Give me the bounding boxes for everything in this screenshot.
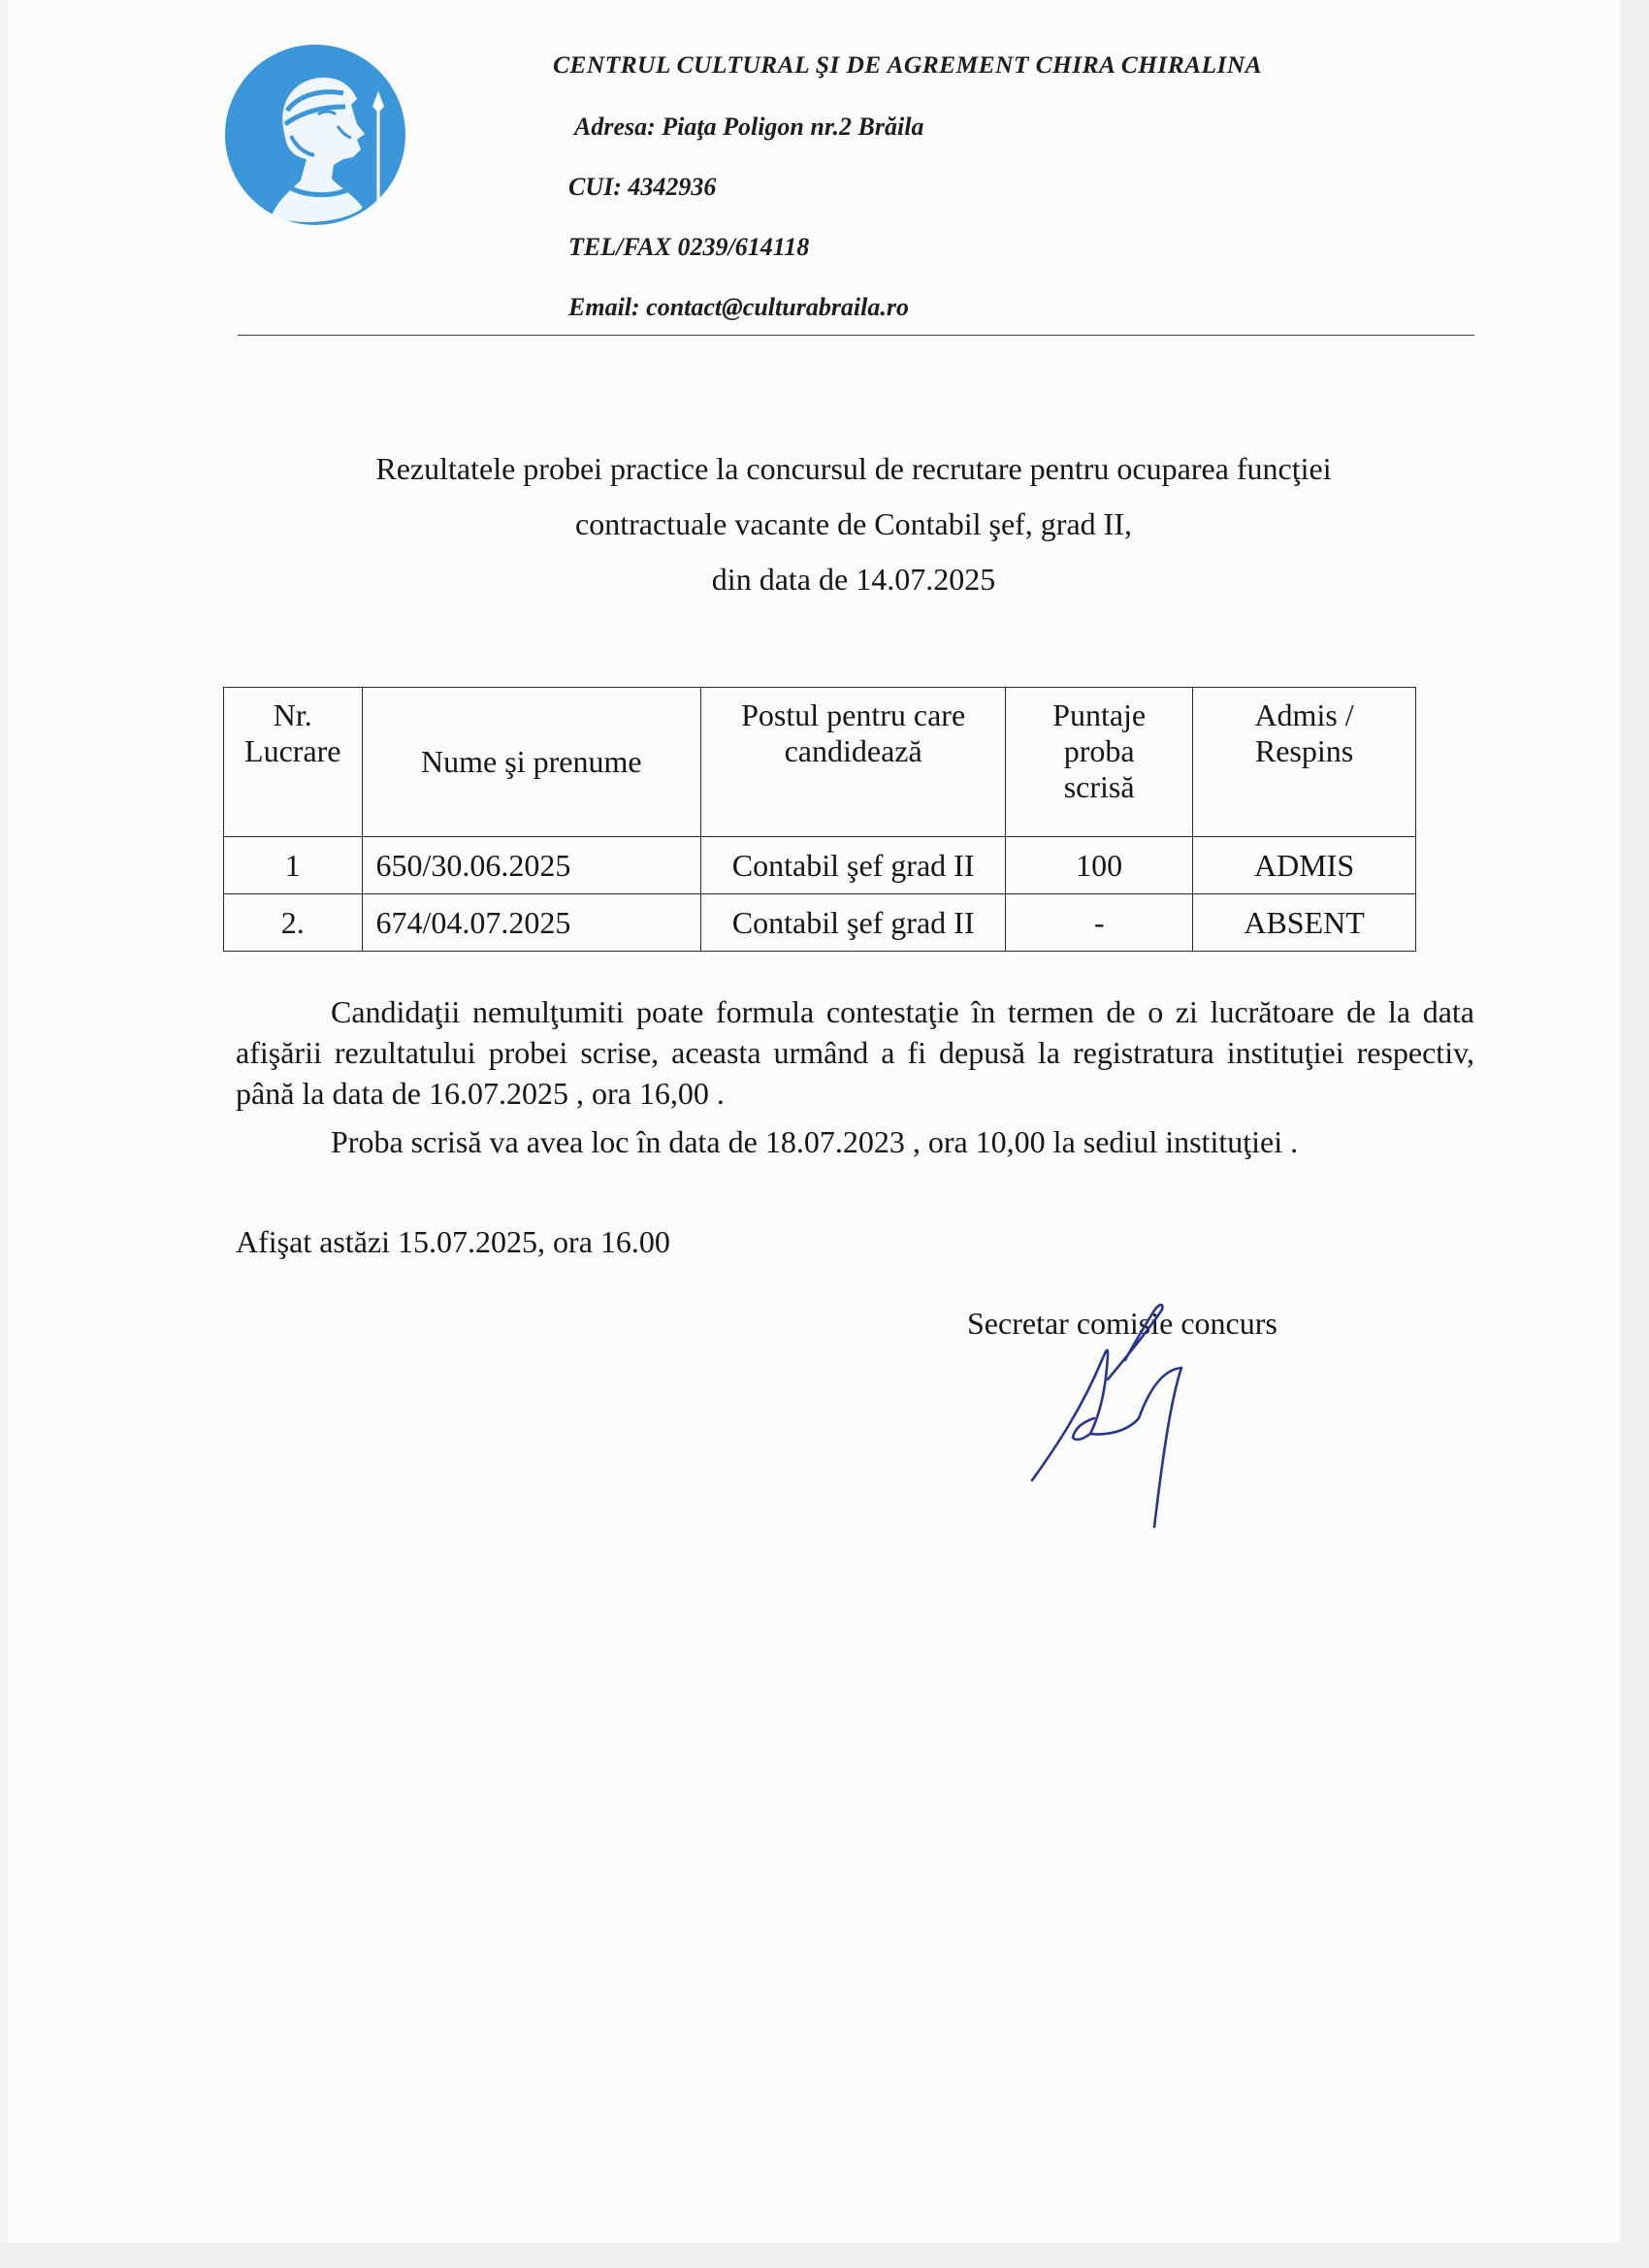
header-nr-lucrare: Nr. Lucrare: [224, 688, 363, 837]
header-punctaj: Puntaje proba scrisă: [1006, 688, 1193, 837]
signature-label: Secretar comisie concurs: [967, 1306, 1277, 1341]
cui-line: CUI: 4342936: [568, 173, 717, 201]
contestation-paragraph: Candidaţii nemulţumiti poate formula contestaţie în termen de o zi lucrătoare de la data afişării rezultatului probei scrise, aceasta urmând a fi depusă la registratura instituţiei respectiv, până la data de 16.07.2025 , ora 16,00 .: [236, 994, 1474, 1111]
body-text: [236, 991, 1474, 1162]
email-line: Email: contact@culturabraila.ro: [568, 293, 909, 321]
institution-name: CENTRUL CULTURAL ŞI DE AGREMENT CHIRA CHIRALINA: [553, 50, 1263, 79]
cell-punctaj: -: [1006, 894, 1193, 952]
header-admis-respins: Admis / Respins: [1193, 688, 1416, 837]
title-line-2: contractuale vacante de Contabil şef, grad II,: [575, 506, 1132, 541]
cell-post: Contabil şef grad II: [701, 894, 1006, 952]
cell-punctaj: 100: [1006, 837, 1193, 894]
cell-nume: 650/30.06.2025: [362, 837, 701, 894]
cell-rezultat: ABSENT: [1193, 894, 1416, 952]
scan-edge-bottom: [0, 2243, 1649, 2268]
title-line-3: din data de 14.07.2025: [711, 562, 996, 597]
posted-date: Afişat astăzi 15.07.2025, ora 16.00: [236, 1224, 670, 1259]
document-title: [194, 441, 1513, 607]
header-nume-prenume: Nume şi prenume: [362, 688, 701, 837]
results-table: [223, 687, 1416, 952]
table-row: [224, 837, 1416, 894]
cell-nr: 1: [224, 837, 363, 894]
cell-rezultat: ADMIS: [1193, 837, 1416, 894]
address-line: Adresa: Piaţa Poligon nr.2 Brăila: [574, 113, 924, 141]
cell-nume: 674/04.07.2025: [362, 894, 701, 952]
cell-post: Contabil şef grad II: [701, 837, 1006, 894]
table-header-row: [224, 688, 1416, 837]
cell-nr: 2.: [224, 894, 363, 952]
scan-edge-right: [1620, 0, 1649, 2268]
handwritten-signature: [1018, 1300, 1242, 1533]
scan-edge-left: [0, 0, 8, 2268]
header-divider: [238, 335, 1474, 336]
table-row: [224, 894, 1416, 952]
telfax-line: TEL/FAX 0239/614118: [568, 233, 810, 261]
header-post: Postul pentru care candidează: [701, 688, 1006, 837]
written-test-paragraph: Proba scrisă va avea loc în data de 18.07.2023 , ora 10,00 la sediul instituţiei .: [331, 1124, 1299, 1159]
minerva-head-logo-icon: [223, 43, 407, 227]
title-line-1: Rezultatele probei practice la concursul de recrutare pentru ocuparea funcţiei: [375, 451, 1332, 486]
